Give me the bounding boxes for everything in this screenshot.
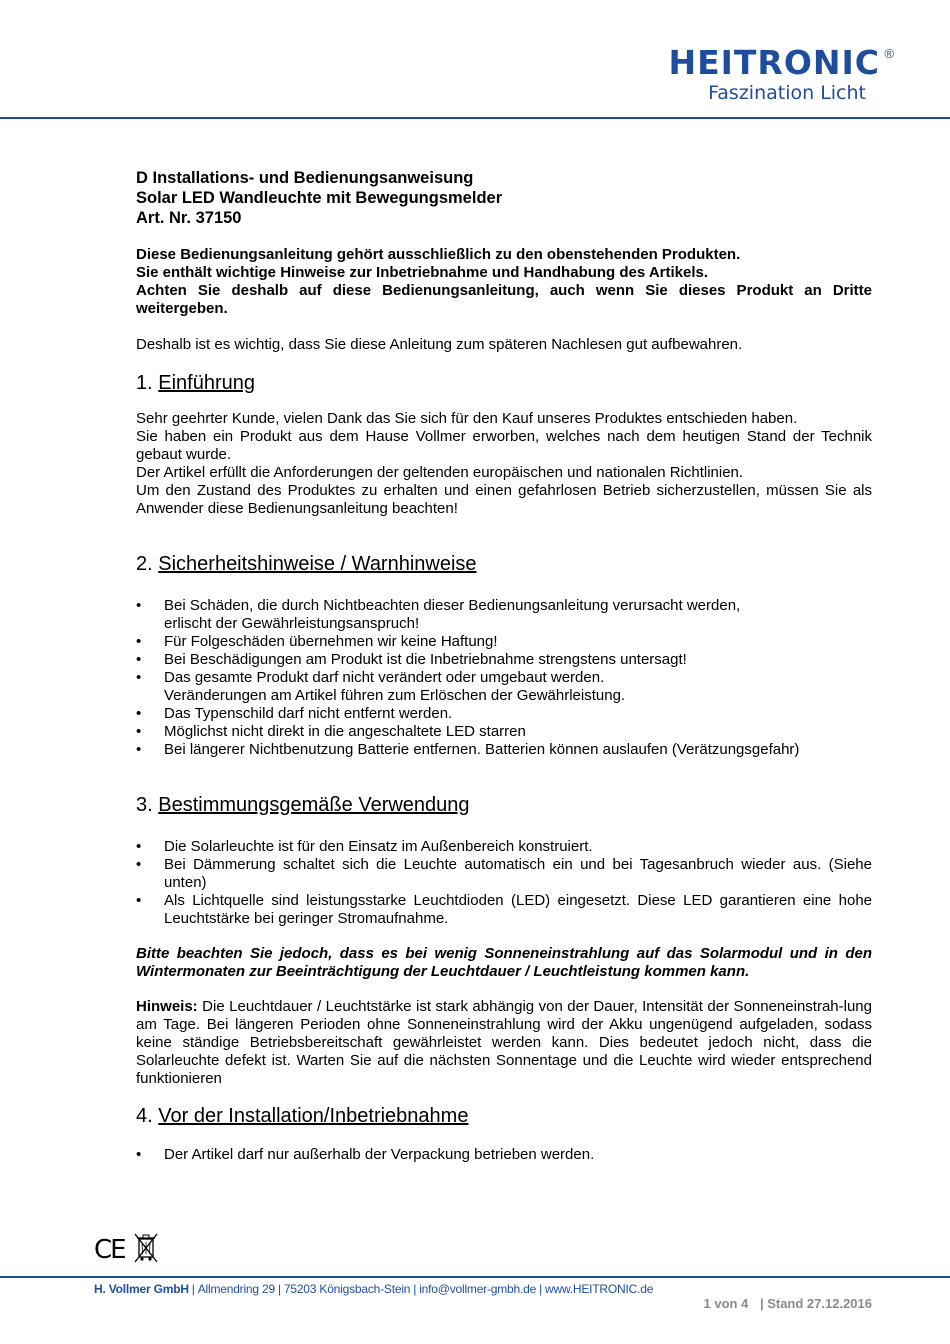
hint-label: Hinweis: (136, 998, 198, 1015)
list-item: • Der Artikel darf nur außerhalb der Verpackung betrieben werden. (136, 1146, 595, 1163)
crossed-bin-icon (134, 1232, 158, 1264)
intro-line-1: Diese Bedienungsanleitung gehört ausschließlich zu den obenstehenden Produkten. (136, 246, 741, 263)
brand-tagline: Faszination Licht (708, 82, 866, 104)
bullet-icon: • (136, 892, 142, 909)
list-item: • Bei Beschädigungen am Produkt ist die Inbetriebnahme strengstens untersagt! (136, 651, 687, 668)
ce-mark-icon: CE (94, 1235, 125, 1265)
footer-contact: H. Vollmer GmbH | Allmendring 29 | 75203 Königsbach-Stein | info@vollmer-gmbh.de | www.HEITRONIC.de (94, 1282, 654, 1296)
registered-mark: ® (884, 46, 894, 61)
brand-logo (570, 43, 894, 104)
list-item: • Bei Dämmerung schaltet sich die Leuchte automatisch ein und bei Tagesanbruch wieder aus. (Siehe unten) (136, 856, 872, 891)
section-1-p3: Der Artikel erfüllt die Anforderungen der geltenden europäischen und nationalen Richtlinien. (136, 464, 744, 481)
intro-line-4: Deshalb ist es wichtig, dass Sie diese Anleitung zum späteren Nachlesen gut aufbewahren. (136, 336, 743, 353)
section-1-number: 1. (136, 372, 153, 394)
footer-street: Allmendring 29 (197, 1282, 275, 1296)
list-item: • Als Lichtquelle sind leistungsstarke Leuchtdioden (LED) eingesetzt. Diese LED garantieren eine hohe Leuchtstärke bei geringer Stromaufnahme. (136, 892, 872, 927)
footer-rule (0, 1276, 950, 1278)
intro-line-3: Achten Sie deshalb auf diese Bedienungsanleitung, auch wenn Sie dieses Produkt an Dritte weitergeben. (136, 282, 872, 317)
title-line-2: Solar LED Wandleuchte mit Bewegungsmelder (136, 189, 503, 207)
footer-email[interactable]: info@vollmer-gmbh.de (419, 1282, 537, 1296)
intro-block (136, 246, 872, 318)
page-count: 1 von 4 (703, 1296, 749, 1311)
bullet-icon: • (136, 856, 142, 873)
footer-website[interactable]: www.HEITRONIC.de (545, 1282, 654, 1296)
section-1-p1: Sehr geehrter Kunde, vielen Dank das Sie sich für den Kauf unseres Produktes entschieden haben. (136, 410, 798, 427)
bullet-icon: • (136, 651, 142, 668)
list-item: • Das Typenschild darf nicht entfernt werden. (136, 705, 453, 722)
bullet-icon: • (136, 838, 142, 855)
document-title-block (136, 168, 872, 228)
brand-name: HEITRONIC (668, 43, 880, 82)
bullet-icon: • (136, 669, 142, 686)
title-line-1: D Installations- und Bedienungsanweisung (136, 169, 474, 187)
bullet-icon: • (136, 1146, 142, 1163)
section-4-list (136, 1146, 872, 1164)
section-1-p2: Sie haben ein Produkt aus dem Hause Vollmer erworben, welches nach dem heutigen Stand der Technik gebaut wurde. (136, 428, 872, 463)
section-1-title: Einführung (158, 372, 255, 394)
intro-line-2: Sie enthält wichtige Hinweise zur Inbetriebnahme und Handhabung des Artikels. (136, 264, 709, 281)
section-2-heading (136, 552, 872, 576)
bullet-icon: • (136, 705, 142, 722)
section-4-heading (136, 1104, 872, 1128)
footer-city: 75203 Königsbach-Stein (283, 1282, 411, 1296)
page-number (704, 1296, 872, 1311)
section-1-body (136, 410, 872, 518)
section-2-list (136, 597, 872, 759)
list-item: • Für Folgeschäden übernehmen wir keine Haftung! (136, 633, 498, 650)
list-item: • Bei Schäden, die durch Nichtbeachten dieser Bedienungsanleitung verursacht werden, erlischt der Gewährleistungsanspruch! (136, 597, 741, 632)
section-3-title: Bestimmungsgemäße Verwendung (158, 794, 470, 816)
bullet-icon: • (136, 723, 142, 740)
list-item: • Möglichst nicht direkt in die angeschaltete LED starren (136, 723, 526, 740)
list-item: • Die Solarleuchte ist für den Einsatz im Außenbereich konstruiert. (136, 838, 593, 855)
section-1-p4: Um den Zustand des Produktes zu erhalten und einen gefahrlosen Betrieb sicherzustellen, müssen Sie als Anwender diese Bedienungsanleitung beachten! (136, 482, 872, 517)
section-4-number: 4. (136, 1105, 153, 1127)
section-1-heading (136, 371, 872, 395)
section-3-heading (136, 793, 872, 817)
section-2-number: 2. (136, 553, 153, 575)
section-3-note: Bitte beachten Sie jedoch, dass es bei wenig Sonneneinstrahlung auf das Solarmodul und in den Wintermonaten zur Beeinträchtigung der Leuchtdauer / Leuchtleistung kommen kann. (136, 945, 872, 980)
list-item: • Bei längerer Nichtbenutzung Batterie entfernen. Batterien können auslaufen (Verätzungsgefahr) (136, 741, 800, 758)
section-2-title: Sicherheitshinweise / Warnhinweise (158, 553, 477, 575)
bullet-icon: • (136, 597, 142, 614)
section-3-number: 3. (136, 794, 153, 816)
section-3-list (136, 838, 872, 928)
section-3-hint (136, 998, 872, 1088)
section-4-title: Vor der Installation/Inbetriebnahme (158, 1105, 469, 1127)
document-body (136, 168, 872, 1164)
header-rule (0, 117, 950, 119)
footer-company: H. Vollmer GmbH (94, 1282, 189, 1296)
bullet-icon: • (136, 633, 142, 650)
article-number: Art. Nr. 37150 (136, 209, 242, 227)
list-item: • Das gesamte Produkt darf nicht verändert oder umgebaut werden. Veränderungen am Artikel führen zum Erlöschen der Gewährleistung. (136, 669, 626, 704)
bullet-icon: • (136, 741, 142, 758)
revision-date: | Stand 27.12.2016 (759, 1296, 872, 1311)
hint-text: Die Leuchtdauer / Leuchtstärke ist stark abhängig von der Dauer, Intensität der Sonneneinstrah-lung am Tage. Bei längeren Perioden ohne Sonneneinstrahlung wird der Akku ungenügend aufgeladen, sodass keine ständige Betriebsbereitschaft gewährleistet werden kann. Dies bedeutet jedoch nicht, dass die Solarleuchte defekt ist. Warten Sie auf die nächsten Sonnentage und die Leuchte wird wieder entsprechend funktionieren (136, 998, 872, 1087)
